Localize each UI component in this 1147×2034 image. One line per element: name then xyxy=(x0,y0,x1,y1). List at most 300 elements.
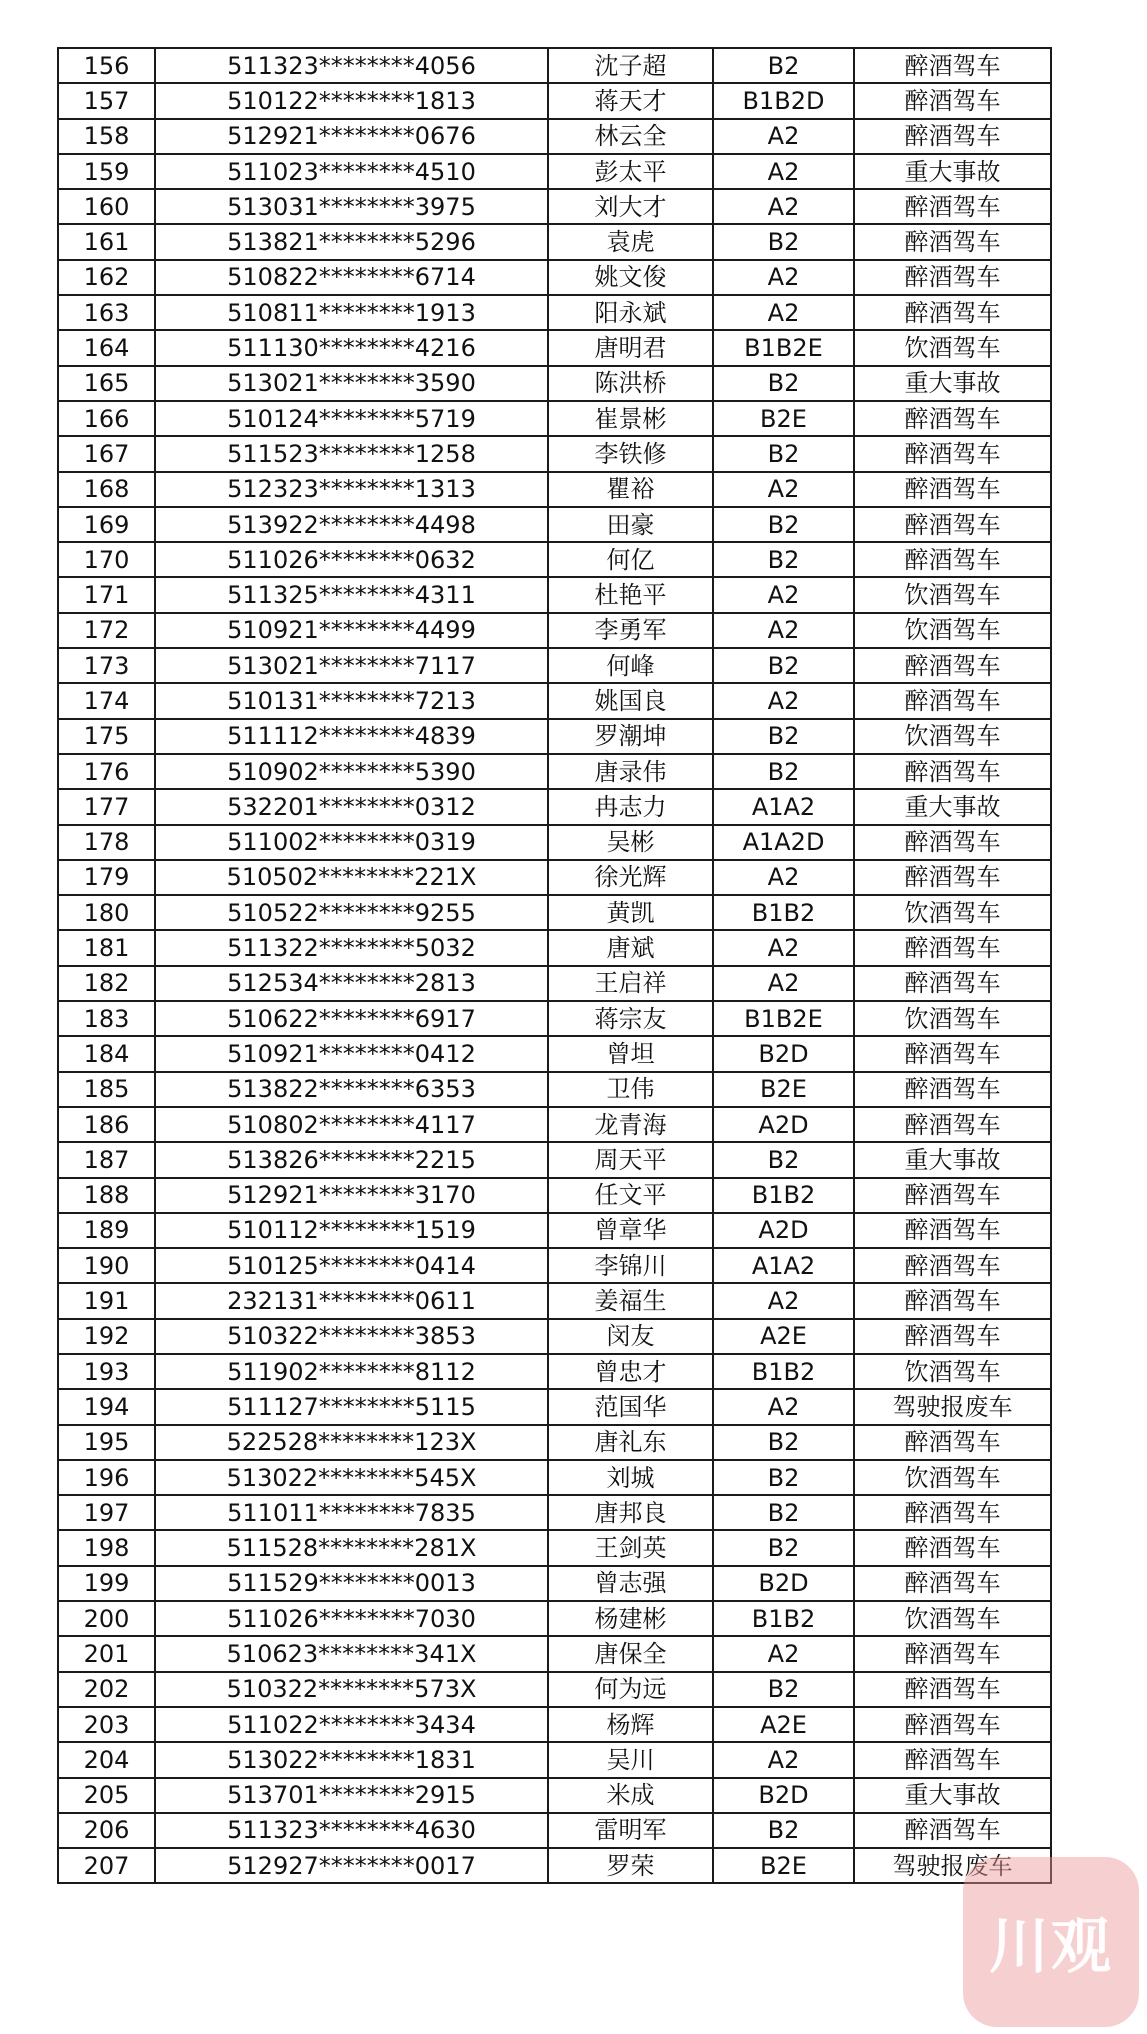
cell-license-class: B2E xyxy=(713,1072,854,1107)
cell-id-number: 510522********9255 xyxy=(155,895,548,930)
cell-license-class: A2 xyxy=(713,577,854,612)
cell-license-class: A2 xyxy=(713,154,854,189)
cell-license-class: B1B2E xyxy=(713,330,854,365)
cell-id-number: 513021********7117 xyxy=(155,648,548,683)
cell-number: 206 xyxy=(58,1813,155,1848)
cell-id-number: 232131********0611 xyxy=(155,1283,548,1318)
cell-id-number: 510811********1913 xyxy=(155,295,548,330)
cell-license-class: B2D xyxy=(713,1036,854,1071)
cell-name: 阳永斌 xyxy=(548,295,713,330)
table-row xyxy=(58,648,1051,683)
cell-number: 201 xyxy=(58,1636,155,1671)
cell-reason: 醉酒驾车 xyxy=(854,1213,1051,1248)
cell-id-number: 512921********0676 xyxy=(155,119,548,154)
cell-reason: 重大事故 xyxy=(854,1142,1051,1177)
cell-number: 160 xyxy=(58,189,155,224)
cell-number: 198 xyxy=(58,1530,155,1565)
cell-license-class: A2 xyxy=(713,683,854,718)
cell-reason: 醉酒驾车 xyxy=(854,1530,1051,1565)
cell-id-number: 511022********3434 xyxy=(155,1707,548,1742)
cell-id-number: 512534********2813 xyxy=(155,966,548,1001)
cell-name: 彭太平 xyxy=(548,154,713,189)
cell-reason: 醉酒驾车 xyxy=(854,1672,1051,1707)
cell-number: 165 xyxy=(58,366,155,401)
table-row xyxy=(58,1178,1051,1213)
cell-name: 黄凯 xyxy=(548,895,713,930)
cell-number: 156 xyxy=(58,48,155,83)
cell-id-number: 510802********4117 xyxy=(155,1107,548,1142)
cell-id-number: 532201********0312 xyxy=(155,789,548,824)
cell-id-number: 510124********5719 xyxy=(155,401,548,436)
cell-id-number: 511902********8112 xyxy=(155,1354,548,1389)
cell-id-number: 512323********1313 xyxy=(155,472,548,507)
cell-license-class: A2 xyxy=(713,472,854,507)
table-row xyxy=(58,260,1051,295)
cell-name: 沈子超 xyxy=(548,48,713,83)
cell-name: 王剑英 xyxy=(548,1530,713,1565)
cell-number: 207 xyxy=(58,1848,155,1883)
table-row xyxy=(58,1813,1051,1848)
cell-number: 185 xyxy=(58,1072,155,1107)
cell-name: 唐斌 xyxy=(548,930,713,965)
cell-number: 162 xyxy=(58,260,155,295)
cell-name: 蒋天才 xyxy=(548,83,713,118)
cell-number: 199 xyxy=(58,1566,155,1601)
cell-number: 197 xyxy=(58,1495,155,1530)
cell-license-class: B2 xyxy=(713,648,854,683)
cell-license-class: A2 xyxy=(713,930,854,965)
cell-id-number: 511026********0632 xyxy=(155,542,548,577)
table-row xyxy=(58,683,1051,718)
cell-reason: 重大事故 xyxy=(854,1778,1051,1813)
table-row xyxy=(58,401,1051,436)
cell-reason: 重大事故 xyxy=(854,366,1051,401)
cell-reason: 重大事故 xyxy=(854,154,1051,189)
cell-reason: 醉酒驾车 xyxy=(854,860,1051,895)
cell-id-number: 510622********6917 xyxy=(155,1001,548,1036)
cell-id-number: 513822********6353 xyxy=(155,1072,548,1107)
cell-number: 195 xyxy=(58,1425,155,1460)
cell-license-class: B2 xyxy=(713,1425,854,1460)
table-row xyxy=(58,1425,1051,1460)
cell-number: 163 xyxy=(58,295,155,330)
cell-reason: 饮酒驾车 xyxy=(854,895,1051,930)
cell-reason: 醉酒驾车 xyxy=(854,1742,1051,1777)
cell-number: 173 xyxy=(58,648,155,683)
cell-reason: 醉酒驾车 xyxy=(854,1636,1051,1671)
cell-license-class: B2 xyxy=(713,1813,854,1848)
table-row xyxy=(58,1742,1051,1777)
cell-reason: 醉酒驾车 xyxy=(854,119,1051,154)
cell-reason: 醉酒驾车 xyxy=(854,1107,1051,1142)
cell-id-number: 522528********123X xyxy=(155,1425,548,1460)
cell-number: 196 xyxy=(58,1460,155,1495)
cell-license-class: A1A2 xyxy=(713,1248,854,1283)
cell-name: 曾志强 xyxy=(548,1566,713,1601)
cell-reason: 饮酒驾车 xyxy=(854,1354,1051,1389)
table-row xyxy=(58,825,1051,860)
table-row xyxy=(58,1036,1051,1071)
cell-name: 杜艳平 xyxy=(548,577,713,612)
cell-reason: 醉酒驾车 xyxy=(854,542,1051,577)
cell-license-class: A2 xyxy=(713,613,854,648)
cell-name: 闵友 xyxy=(548,1319,713,1354)
cell-number: 166 xyxy=(58,401,155,436)
cell-name: 周天平 xyxy=(548,1142,713,1177)
cell-name: 龙青海 xyxy=(548,1107,713,1142)
cell-reason: 饮酒驾车 xyxy=(854,577,1051,612)
cell-license-class: B2 xyxy=(713,1672,854,1707)
cell-id-number: 513022********1831 xyxy=(155,1742,548,1777)
table-row xyxy=(58,895,1051,930)
cell-number: 178 xyxy=(58,825,155,860)
cell-number: 170 xyxy=(58,542,155,577)
cell-number: 203 xyxy=(58,1707,155,1742)
cell-name: 何为远 xyxy=(548,1672,713,1707)
cell-license-class: A2 xyxy=(713,260,854,295)
table-row xyxy=(58,1601,1051,1636)
cell-number: 167 xyxy=(58,436,155,471)
cell-name: 田豪 xyxy=(548,507,713,542)
cell-name: 何峰 xyxy=(548,648,713,683)
cell-name: 范国华 xyxy=(548,1389,713,1424)
cell-id-number: 511323********4630 xyxy=(155,1813,548,1848)
cell-id-number: 510921********4499 xyxy=(155,613,548,648)
cell-name: 任文平 xyxy=(548,1178,713,1213)
cell-license-class: B2 xyxy=(713,1495,854,1530)
cell-license-class: A1A2 xyxy=(713,789,854,824)
table-row xyxy=(58,1354,1051,1389)
table-row xyxy=(58,507,1051,542)
table-row xyxy=(58,1248,1051,1283)
cell-number: 169 xyxy=(58,507,155,542)
table-row xyxy=(58,1283,1051,1318)
cell-name: 唐礼东 xyxy=(548,1425,713,1460)
cell-number: 204 xyxy=(58,1742,155,1777)
cell-id-number: 511002********0319 xyxy=(155,825,548,860)
cell-reason: 醉酒驾车 xyxy=(854,1707,1051,1742)
cell-name: 曾忠才 xyxy=(548,1354,713,1389)
cell-id-number: 511323********4056 xyxy=(155,48,548,83)
cell-name: 李铁修 xyxy=(548,436,713,471)
cell-license-class: A2 xyxy=(713,1742,854,1777)
table-row xyxy=(58,1107,1051,1142)
cell-reason: 醉酒驾车 xyxy=(854,507,1051,542)
table-row xyxy=(58,366,1051,401)
cell-license-class: B2D xyxy=(713,1566,854,1601)
table-row xyxy=(58,330,1051,365)
table-row xyxy=(58,1848,1051,1883)
cell-id-number: 513922********4498 xyxy=(155,507,548,542)
cell-id-number: 513826********2215 xyxy=(155,1142,548,1177)
cell-number: 158 xyxy=(58,119,155,154)
cell-id-number: 510902********5390 xyxy=(155,754,548,789)
cell-license-class: B2 xyxy=(713,507,854,542)
table-row xyxy=(58,542,1051,577)
cell-id-number: 511325********4311 xyxy=(155,577,548,612)
record-table-body xyxy=(58,48,1051,1883)
cell-license-class: A2 xyxy=(713,966,854,1001)
cell-name: 雷明军 xyxy=(548,1813,713,1848)
table-row xyxy=(58,1566,1051,1601)
cell-reason: 醉酒驾车 xyxy=(854,648,1051,683)
table-row xyxy=(58,189,1051,224)
table-row xyxy=(58,1530,1051,1565)
cell-id-number: 510112********1519 xyxy=(155,1213,548,1248)
cell-reason: 重大事故 xyxy=(854,789,1051,824)
cell-number: 189 xyxy=(58,1213,155,1248)
table-row xyxy=(58,1636,1051,1671)
cell-reason: 醉酒驾车 xyxy=(854,683,1051,718)
cell-number: 202 xyxy=(58,1672,155,1707)
cell-name: 冉志力 xyxy=(548,789,713,824)
cell-license-class: B2D xyxy=(713,1778,854,1813)
cell-name: 李锦川 xyxy=(548,1248,713,1283)
cell-number: 159 xyxy=(58,154,155,189)
table-row xyxy=(58,48,1051,83)
cell-license-class: B1B2 xyxy=(713,1354,854,1389)
cell-name: 杨建彬 xyxy=(548,1601,713,1636)
cell-name: 姚文俊 xyxy=(548,260,713,295)
table-row xyxy=(58,860,1051,895)
cell-number: 200 xyxy=(58,1601,155,1636)
cell-id-number: 510131********7213 xyxy=(155,683,548,718)
cell-name: 徐光辉 xyxy=(548,860,713,895)
table-row xyxy=(58,719,1051,754)
cell-number: 184 xyxy=(58,1036,155,1071)
cell-name: 林云全 xyxy=(548,119,713,154)
cell-name: 唐保全 xyxy=(548,1636,713,1671)
cell-id-number: 511322********5032 xyxy=(155,930,548,965)
cell-license-class: B2 xyxy=(713,436,854,471)
cell-license-class: A1A2D xyxy=(713,825,854,860)
cell-number: 186 xyxy=(58,1107,155,1142)
cell-id-number: 510623********341X xyxy=(155,1636,548,1671)
cell-reason: 醉酒驾车 xyxy=(854,1283,1051,1318)
cell-name: 曾章华 xyxy=(548,1213,713,1248)
cell-number: 171 xyxy=(58,577,155,612)
table-row xyxy=(58,1319,1051,1354)
cell-id-number: 510125********0414 xyxy=(155,1248,548,1283)
cell-name: 姜福生 xyxy=(548,1283,713,1318)
cell-id-number: 513821********5296 xyxy=(155,224,548,259)
cell-license-class: B2 xyxy=(713,224,854,259)
cell-license-class: B2E xyxy=(713,1848,854,1883)
cell-id-number: 510322********573X xyxy=(155,1672,548,1707)
cell-reason: 醉酒驾车 xyxy=(854,1319,1051,1354)
cell-id-number: 511523********1258 xyxy=(155,436,548,471)
cell-license-class: B2 xyxy=(713,48,854,83)
cell-name: 瞿裕 xyxy=(548,472,713,507)
table-row xyxy=(58,1072,1051,1107)
table-row xyxy=(58,1001,1051,1036)
cell-id-number: 513022********545X xyxy=(155,1460,548,1495)
cell-license-class: B2 xyxy=(713,719,854,754)
cell-number: 177 xyxy=(58,789,155,824)
cell-name: 陈洪桥 xyxy=(548,366,713,401)
cell-number: 183 xyxy=(58,1001,155,1036)
cell-license-class: A2 xyxy=(713,119,854,154)
cell-id-number: 513031********3975 xyxy=(155,189,548,224)
table-row xyxy=(58,1707,1051,1742)
cell-id-number: 510122********1813 xyxy=(155,83,548,118)
cell-name: 吴彬 xyxy=(548,825,713,860)
table-row xyxy=(58,1460,1051,1495)
cell-license-class: A2 xyxy=(713,860,854,895)
cell-license-class: A2 xyxy=(713,295,854,330)
cell-license-class: B1B2 xyxy=(713,895,854,930)
cell-license-class: B2E xyxy=(713,401,854,436)
cell-license-class: A2E xyxy=(713,1707,854,1742)
cell-name: 曾坦 xyxy=(548,1036,713,1071)
table-row xyxy=(58,1672,1051,1707)
cell-name: 姚国良 xyxy=(548,683,713,718)
cell-reason: 驾驶报废车 xyxy=(854,1848,1051,1883)
cell-id-number: 511112********4839 xyxy=(155,719,548,754)
cell-reason: 饮酒驾车 xyxy=(854,613,1051,648)
cell-reason: 醉酒驾车 xyxy=(854,930,1051,965)
cell-license-class: B1B2D xyxy=(713,83,854,118)
cell-license-class: A2D xyxy=(713,1107,854,1142)
cell-license-class: B1B2E xyxy=(713,1001,854,1036)
table-row xyxy=(58,754,1051,789)
cell-name: 唐录伟 xyxy=(548,754,713,789)
table-row xyxy=(58,966,1051,1001)
cell-reason: 饮酒驾车 xyxy=(854,719,1051,754)
cell-reason: 醉酒驾车 xyxy=(854,966,1051,1001)
cell-license-class: B2 xyxy=(713,542,854,577)
cell-license-class: A2 xyxy=(713,1283,854,1318)
cell-name: 崔景彬 xyxy=(548,401,713,436)
cell-license-class: B1B2 xyxy=(713,1601,854,1636)
cell-name: 袁虎 xyxy=(548,224,713,259)
cell-name: 刘城 xyxy=(548,1460,713,1495)
watermark-text: 川观 xyxy=(989,1912,1113,1982)
cell-number: 161 xyxy=(58,224,155,259)
cell-reason: 醉酒驾车 xyxy=(854,260,1051,295)
cell-reason: 醉酒驾车 xyxy=(854,1248,1051,1283)
cell-number: 179 xyxy=(58,860,155,895)
cell-id-number: 510921********0412 xyxy=(155,1036,548,1071)
cell-id-number: 511529********0013 xyxy=(155,1566,548,1601)
cell-reason: 饮酒驾车 xyxy=(854,330,1051,365)
cell-name: 米成 xyxy=(548,1778,713,1813)
cell-name: 罗潮坤 xyxy=(548,719,713,754)
cell-number: 188 xyxy=(58,1178,155,1213)
cell-id-number: 510822********6714 xyxy=(155,260,548,295)
cell-reason: 醉酒驾车 xyxy=(854,436,1051,471)
cell-id-number: 511023********4510 xyxy=(155,154,548,189)
cell-reason: 醉酒驾车 xyxy=(854,1495,1051,1530)
cell-reason: 饮酒驾车 xyxy=(854,1001,1051,1036)
cell-reason: 醉酒驾车 xyxy=(854,1566,1051,1601)
cell-name: 刘大才 xyxy=(548,189,713,224)
cell-license-class: B2 xyxy=(713,1460,854,1495)
table-row xyxy=(58,224,1051,259)
cell-number: 187 xyxy=(58,1142,155,1177)
cell-reason: 醉酒驾车 xyxy=(854,1036,1051,1071)
cell-name: 蒋宗友 xyxy=(548,1001,713,1036)
cell-reason: 醉酒驾车 xyxy=(854,1425,1051,1460)
cell-reason: 醉酒驾车 xyxy=(854,825,1051,860)
cell-reason: 醉酒驾车 xyxy=(854,224,1051,259)
cell-id-number: 512927********0017 xyxy=(155,1848,548,1883)
cell-number: 181 xyxy=(58,930,155,965)
table-row xyxy=(58,1495,1051,1530)
cell-id-number: 510322********3853 xyxy=(155,1319,548,1354)
cell-id-number: 511127********5115 xyxy=(155,1389,548,1424)
cell-number: 194 xyxy=(58,1389,155,1424)
cell-number: 190 xyxy=(58,1248,155,1283)
cell-license-class: B1B2 xyxy=(713,1178,854,1213)
cell-license-class: A2D xyxy=(713,1213,854,1248)
table-row xyxy=(58,1389,1051,1424)
cell-number: 175 xyxy=(58,719,155,754)
cell-number: 168 xyxy=(58,472,155,507)
cell-number: 157 xyxy=(58,83,155,118)
table-row xyxy=(58,930,1051,965)
cell-name: 李勇军 xyxy=(548,613,713,648)
cell-reason: 醉酒驾车 xyxy=(854,754,1051,789)
cell-license-class: A2E xyxy=(713,1319,854,1354)
cell-number: 193 xyxy=(58,1354,155,1389)
cell-reason: 醉酒驾车 xyxy=(854,189,1051,224)
cell-number: 182 xyxy=(58,966,155,1001)
chuanguan-watermark-logo xyxy=(963,1857,1139,2027)
cell-number: 174 xyxy=(58,683,155,718)
cell-name: 吴川 xyxy=(548,1742,713,1777)
table-row xyxy=(58,119,1051,154)
cell-id-number: 511130********4216 xyxy=(155,330,548,365)
cell-reason: 醉酒驾车 xyxy=(854,1178,1051,1213)
table-row xyxy=(58,789,1051,824)
cell-id-number: 512921********3170 xyxy=(155,1178,548,1213)
table-row xyxy=(58,613,1051,648)
table-row xyxy=(58,472,1051,507)
cell-id-number: 511011********7835 xyxy=(155,1495,548,1530)
cell-number: 191 xyxy=(58,1283,155,1318)
cell-number: 192 xyxy=(58,1319,155,1354)
cell-reason: 醉酒驾车 xyxy=(854,1072,1051,1107)
cell-license-class: A2 xyxy=(713,1389,854,1424)
cell-name: 卫伟 xyxy=(548,1072,713,1107)
cell-number: 176 xyxy=(58,754,155,789)
cell-reason: 驾驶报废车 xyxy=(854,1389,1051,1424)
cell-reason: 醉酒驾车 xyxy=(854,48,1051,83)
table-row xyxy=(58,1778,1051,1813)
cell-reason: 醉酒驾车 xyxy=(854,83,1051,118)
cell-reason: 醉酒驾车 xyxy=(854,401,1051,436)
cell-license-class: B2 xyxy=(713,1530,854,1565)
cell-name: 何亿 xyxy=(548,542,713,577)
cell-number: 205 xyxy=(58,1778,155,1813)
cell-id-number: 513701********2915 xyxy=(155,1778,548,1813)
record-table xyxy=(57,47,1052,1884)
cell-license-class: A2 xyxy=(713,1636,854,1671)
cell-reason: 醉酒驾车 xyxy=(854,472,1051,507)
cell-number: 172 xyxy=(58,613,155,648)
cell-license-class: B2 xyxy=(713,754,854,789)
table-row xyxy=(58,154,1051,189)
cell-license-class: A2 xyxy=(713,189,854,224)
cell-name: 罗荣 xyxy=(548,1848,713,1883)
cell-name: 王启祥 xyxy=(548,966,713,1001)
cell-reason: 饮酒驾车 xyxy=(854,1601,1051,1636)
table-row xyxy=(58,295,1051,330)
cell-name: 杨辉 xyxy=(548,1707,713,1742)
cell-reason: 醉酒驾车 xyxy=(854,295,1051,330)
cell-name: 唐明君 xyxy=(548,330,713,365)
